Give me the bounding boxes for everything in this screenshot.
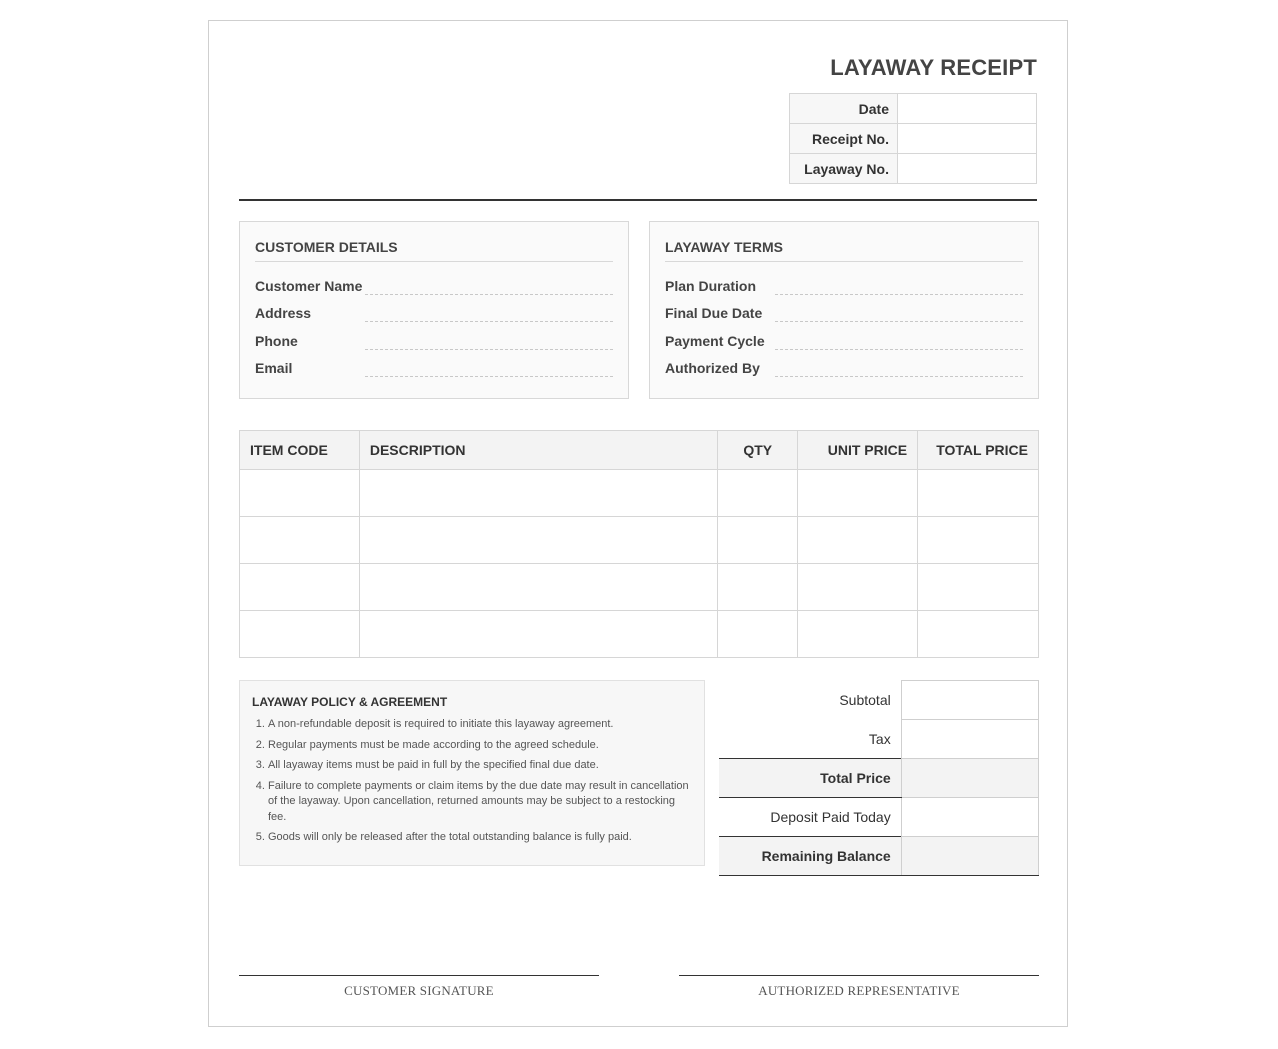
totals-label: Tax bbox=[868, 730, 891, 747]
receipt-page bbox=[208, 20, 1068, 1027]
total-price-row bbox=[719, 759, 1039, 798]
meta-row-layaway-no bbox=[790, 154, 1037, 184]
column-header-unit-price: UNIT PRICE bbox=[798, 431, 918, 470]
totals-label: Subtotal bbox=[839, 692, 891, 708]
table-cell[interactable] bbox=[359, 564, 717, 611]
column-header-qty: QTY bbox=[718, 431, 798, 470]
table-cell[interactable] bbox=[359, 470, 717, 517]
customer-details-panel bbox=[239, 221, 629, 399]
table-cell[interactable] bbox=[240, 611, 360, 658]
table-cell[interactable] bbox=[718, 564, 798, 611]
receipt-meta-table bbox=[789, 93, 1037, 184]
table-cell[interactable] bbox=[359, 517, 717, 564]
items-header-row bbox=[240, 431, 1039, 470]
field-label: Authorized By bbox=[665, 360, 760, 376]
totals-label: Remaining Balance bbox=[719, 837, 901, 876]
payment-cycle-field[interactable] bbox=[775, 348, 1023, 350]
column-header-description: DESCRIPTION bbox=[359, 431, 717, 470]
layaway-no-field[interactable] bbox=[898, 154, 1037, 184]
field-label: Address bbox=[255, 305, 312, 321]
field-label: Final Due Date bbox=[665, 305, 763, 321]
remaining-balance-field[interactable] bbox=[901, 837, 1038, 876]
table-cell[interactable] bbox=[798, 517, 918, 564]
table-row bbox=[240, 564, 1039, 611]
items-table bbox=[239, 430, 1039, 658]
table-row bbox=[240, 517, 1039, 564]
policy-heading: LAYAWAY POLICY & AGREEMENT bbox=[252, 695, 448, 709]
plan-duration-field[interactable] bbox=[775, 293, 1023, 295]
meta-row-date bbox=[790, 94, 1037, 124]
address-row bbox=[255, 296, 613, 324]
table-cell[interactable] bbox=[798, 470, 918, 517]
table-cell[interactable] bbox=[918, 470, 1039, 517]
deposit-field[interactable] bbox=[901, 798, 1038, 837]
totals-table bbox=[719, 680, 1039, 876]
field-label: Customer Name bbox=[255, 277, 363, 294]
table-cell[interactable] bbox=[918, 611, 1039, 658]
policy-item: 3. All layaway items must be paid in full by the specified final due date. bbox=[268, 758, 692, 774]
table-cell[interactable] bbox=[240, 517, 360, 564]
receipt-title: LAYAWAY RECEIPT bbox=[830, 55, 1037, 80]
authorized-by-field[interactable] bbox=[775, 375, 1023, 377]
meta-label: Receipt No. bbox=[790, 124, 898, 154]
field-label: Email bbox=[255, 360, 293, 376]
table-cell[interactable] bbox=[718, 470, 798, 517]
policy-item: 4. Failure to complete payments or claim items by the due date may result in cancellation of the layaway. Upon cancellation, returned amounts may be subject to a restocking fee. bbox=[268, 779, 692, 826]
table-row bbox=[240, 470, 1039, 517]
phone-field[interactable] bbox=[365, 348, 613, 350]
customer-name-row bbox=[255, 268, 613, 296]
field-label: Plan Duration bbox=[665, 277, 757, 294]
policy-item: 5. Goods will only be released after the total outstanding balance is fully paid. bbox=[268, 830, 692, 846]
plan-duration-row bbox=[665, 268, 1023, 296]
table-cell[interactable] bbox=[798, 611, 918, 658]
totals-label: Deposit Paid Today bbox=[770, 809, 891, 825]
field-label: Phone bbox=[255, 332, 298, 349]
address-field[interactable] bbox=[365, 320, 613, 322]
policy-list bbox=[252, 717, 692, 846]
totals-label: Total Price bbox=[719, 759, 901, 798]
customer-details-heading: CUSTOMER DETAILS bbox=[255, 222, 613, 262]
email-row bbox=[255, 351, 613, 379]
deposit-row bbox=[719, 798, 1039, 837]
policy-panel bbox=[239, 680, 705, 866]
customer-name-field[interactable] bbox=[365, 293, 613, 295]
table-cell[interactable] bbox=[240, 470, 360, 517]
final-due-date-field[interactable] bbox=[775, 320, 1023, 322]
table-cell[interactable] bbox=[798, 564, 918, 611]
subtotal-row bbox=[719, 681, 1039, 720]
header-divider bbox=[239, 199, 1037, 201]
table-cell[interactable] bbox=[240, 564, 360, 611]
column-header-item-code: ITEM CODE bbox=[240, 431, 360, 470]
total-price-field[interactable] bbox=[901, 759, 1038, 798]
receipt-no-field[interactable] bbox=[898, 124, 1037, 154]
tax-field[interactable] bbox=[901, 720, 1038, 759]
policy-item: 2. Regular payments must be made according to the agreed schedule. bbox=[268, 738, 692, 754]
authorized-by-row bbox=[665, 351, 1023, 379]
table-cell[interactable] bbox=[718, 517, 798, 564]
email-field[interactable] bbox=[365, 375, 613, 377]
layaway-terms-heading: LAYAWAY TERMS bbox=[665, 222, 1023, 262]
layaway-terms-panel bbox=[649, 221, 1039, 399]
table-cell[interactable] bbox=[718, 611, 798, 658]
field-label: Payment Cycle bbox=[665, 332, 765, 349]
date-field[interactable] bbox=[898, 94, 1037, 124]
representative-signature-line[interactable]: AUTHORIZED REPRESENTATIVE bbox=[679, 975, 1039, 999]
subtotal-field[interactable] bbox=[901, 681, 1038, 720]
table-cell[interactable] bbox=[918, 564, 1039, 611]
table-cell[interactable] bbox=[359, 611, 717, 658]
table-row bbox=[240, 611, 1039, 658]
meta-label: Layaway No. bbox=[790, 154, 898, 184]
final-due-date-row bbox=[665, 296, 1023, 324]
payment-cycle-row bbox=[665, 323, 1023, 351]
customer-signature-line[interactable]: CUSTOMER SIGNATURE bbox=[239, 975, 599, 999]
meta-label: Date bbox=[790, 94, 898, 124]
remaining-balance-row bbox=[719, 837, 1039, 876]
column-header-total-price: TOTAL PRICE bbox=[918, 431, 1039, 470]
policy-item: 1. A non-refundable deposit is required to initiate this layaway agreement. bbox=[268, 717, 692, 733]
meta-row-receipt-no bbox=[790, 124, 1037, 154]
tax-row bbox=[719, 720, 1039, 759]
table-cell[interactable] bbox=[918, 517, 1039, 564]
phone-row bbox=[255, 323, 613, 351]
